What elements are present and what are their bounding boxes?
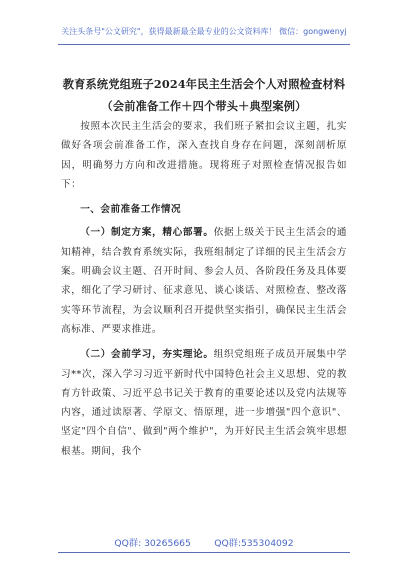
section-heading: 一、会前准备工作情况	[80, 204, 182, 216]
document-body	[61, 117, 347, 461]
paragraph-lead: （二）会前学习，夯实理论。	[80, 349, 214, 361]
footer-contact: QQ群: 30265665 QQ群:535304092	[114, 538, 294, 549]
paragraph-text: 依据上级关于民主生活会的通知精神，结合教育系统实际，我班组制定了详细的民主生活会方案。明确会议主题、召开时间、参会人员、各阶段任务及具体要求，细化了学习研讨、征求意见、谈心谈话、对照检查、整改落实等环节流程，为会议顺利召开提供坚实指引，确保民主生活会高标准、严要求推进。	[61, 227, 348, 335]
header-divider	[58, 44, 350, 45]
paragraph-plan	[61, 223, 347, 339]
header-banner: 关注头条号"公文研究"，获得最新最全最专业的公文资料库！ 微信：gongwenyj	[61, 27, 347, 36]
intro-paragraph: 按照本次民主生活会的要求，我们班子紧扣会议主题，扎实做好各项会前准备工作，深入查找自身存在问题，深刻剖析原因，明确努力方向和改进措施。现将班子对照检查情况报告如下：	[61, 121, 347, 190]
title-line-1: 教育系统党组班子2024年民主生活会个人对照检查材料	[62, 77, 346, 91]
title-line-2: （会前准备工作＋四个带头＋典型案例）	[101, 99, 307, 113]
document-title	[0, 73, 408, 117]
paragraph-text: 组织党组班子成员开展集中学习**次，深入学习习近平新时代中国特色社会主义思想、党的教育方针政策、习近平总书记关于教育的重要论述以及党内法规等内容，通过读原著、学原文、悟原理，进一步增强"四个意识"、坚定"四个自信"、做到"两个维护"，为开好民主生活会筑牢思想根基。期间，我个	[61, 349, 348, 457]
footer-divider	[58, 552, 350, 553]
paragraph-lead: （一）制定方案，精心部署。	[80, 227, 214, 239]
paragraph-study	[61, 345, 347, 461]
